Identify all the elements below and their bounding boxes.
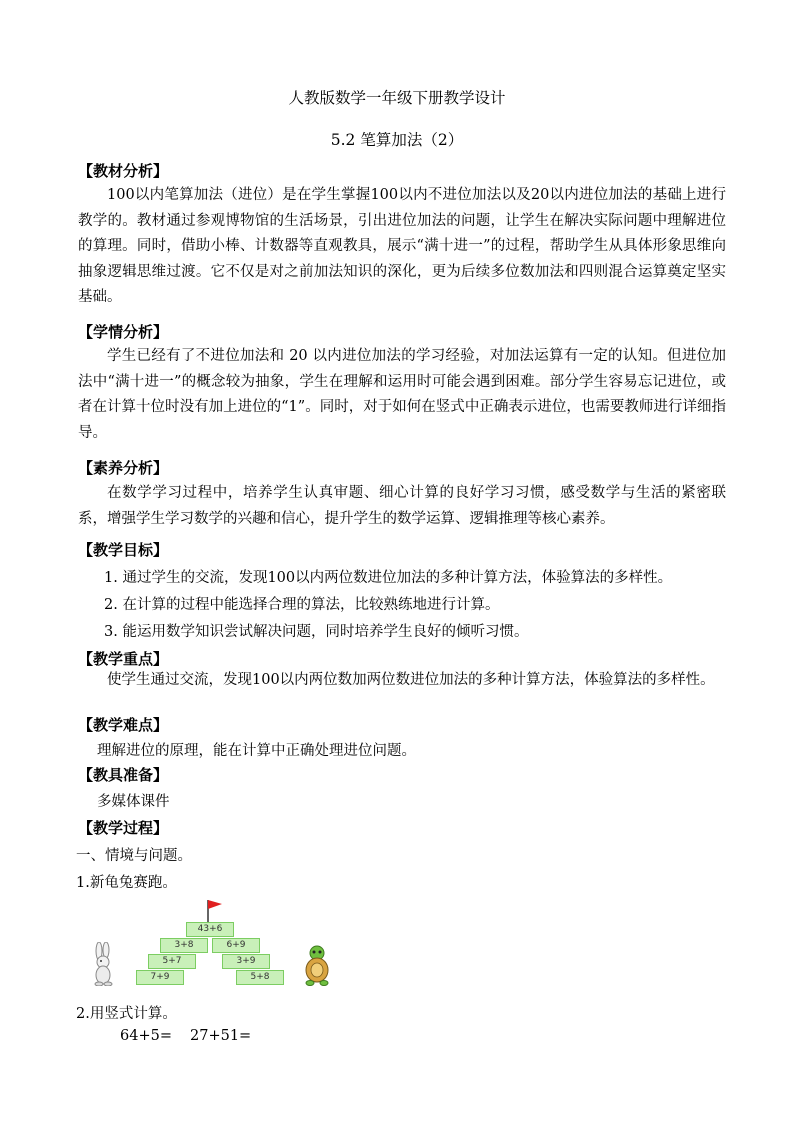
goal-item-1: 1. 通过学生的交流，发现100以内两位数进位加法的多种计算方法，体验算法的多样性。 [104, 570, 673, 586]
document-title: 人教版数学一年级下册教学设计 [288, 89, 506, 107]
race-block-4: 5+7 [148, 954, 196, 969]
section-heading-process: 【教学过程】 [78, 819, 169, 837]
process-sub-1: 1.新龟兔赛跑。 [76, 875, 177, 891]
turtle-icon [302, 944, 332, 986]
section-heading-literacy: 【素养分析】 [78, 459, 169, 477]
section-heading-students: 【学情分析】 [78, 323, 169, 341]
race-block-1: 43+6 [186, 922, 234, 937]
literacy-paragraph: 在数学学习过程中，培养学生认真审题、细心计算的良好学习习惯，感受数学与生活的紧密联系，增强学生学习数学的兴趣和信心，提升学生的数学运算、逻辑推理等核心素养。 [78, 485, 726, 527]
section-heading-materials: 【教具准备】 [78, 766, 169, 784]
race-block-6: 7+9 [136, 970, 184, 985]
key-point-paragraph: 使学生通过交流，发现100以内两位数加两位数进位加法的多种计算方法，体验算法的多样性。 [107, 672, 715, 688]
students-paragraph: 学生已经有了不进位加法和 20 以内进位加法的学习经验，对加法运算有一定的认知。但进位加法中“满十进一”的概念较为抽象，学生在理解和运用时可能会遇到困难。部分学生容易忘记进位，或者在计算十位时没有加上进位的“1”。同时，对于如何在竖式中正确表示进位，也需要教师进行详细指导。 [78, 348, 726, 441]
section-heading-difficulty: 【教学难点】 [78, 716, 169, 734]
flag-icon [206, 898, 224, 922]
difficulty-text: 理解进位的原理，能在计算中正确处理进位问题。 [97, 743, 416, 759]
rabbit-icon [90, 942, 116, 986]
section-heading-goals: 【教学目标】 [78, 541, 169, 559]
race-figure [90, 896, 340, 988]
lesson-subtitle: 5.2 笔算加法（2） [330, 131, 464, 149]
race-block-7: 5+8 [236, 970, 284, 985]
analysis-paragraph: 100以内笔算加法（进位）是在学生掌握100以内不进位加法以及20以内进位加法的基础上进行教学的。教材通过参观博物馆的生活场景，引出进位加法的问题，让学生在解决实际问题中理解进位的算理。同时，借助小棒、计数器等直观教具，展示“满十进一”的过程，帮助学生从具体形象思维向抽象逻辑思维过渡。它不仅是对之前加法知识的深化，更为后续多位数加法和四则混合运算奠定坚实基础。 [78, 187, 726, 306]
goal-item-3: 3. 能运用数学知识尝试解决问题，同时培养学生良好的倾听习惯。 [104, 624, 529, 640]
race-block-2: 3+8 [160, 938, 208, 953]
section-heading-key-point: 【教学重点】 [78, 650, 169, 668]
exercise-2: 27+51= [190, 1028, 252, 1044]
exercise-1: 64+5= [120, 1028, 172, 1044]
process-step-1: 一、情境与问题。 [76, 848, 192, 864]
materials-text: 多媒体课件 [97, 794, 170, 810]
race-block-5: 3+9 [222, 954, 270, 969]
race-block-3: 6+9 [212, 938, 260, 953]
goal-item-2: 2. 在计算的过程中能选择合理的算法，比较熟练地进行计算。 [104, 597, 500, 613]
section-heading-analysis: 【教材分析】 [78, 162, 169, 180]
process-sub-2: 2.用竖式计算。 [76, 1006, 177, 1022]
